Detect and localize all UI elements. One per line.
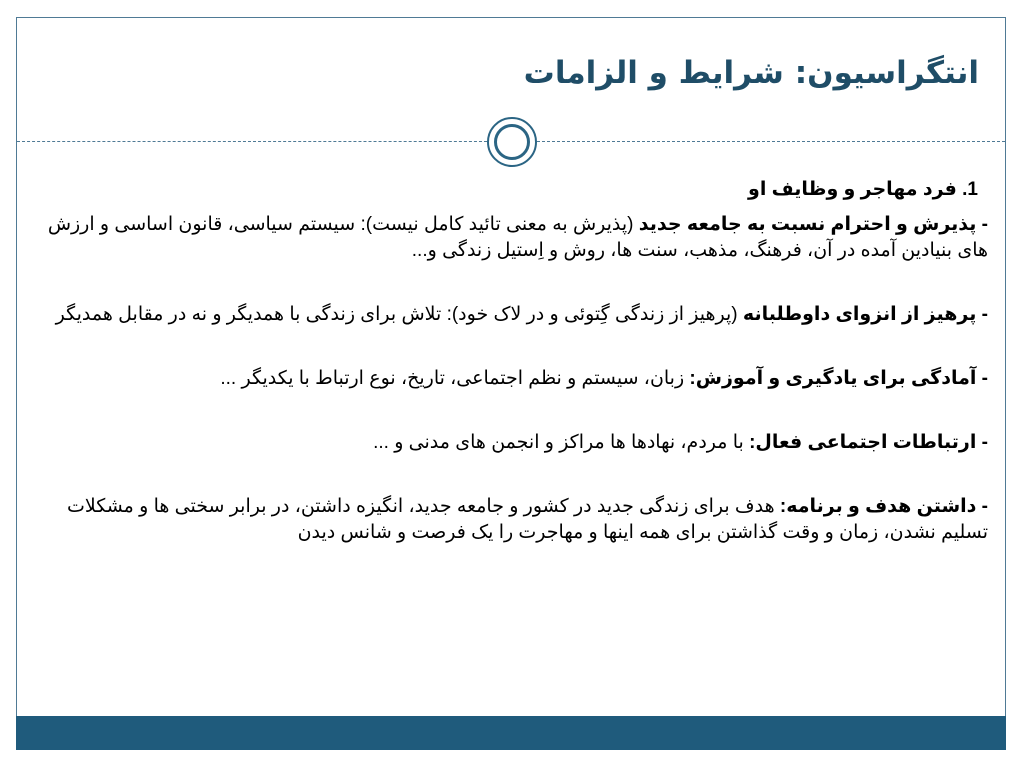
item-bold: - آمادگی برای یادگیری و آموزش: bbox=[689, 368, 988, 389]
divider-left bbox=[17, 141, 487, 142]
list-item bbox=[30, 430, 988, 456]
item-text: (پرهیز از زندگی گِتوئی و در لاک خود): تلاش برای زندگی با همدیگر و نه در مقابل همدیگر bbox=[55, 304, 743, 325]
list-item bbox=[30, 494, 988, 546]
divider-right bbox=[537, 141, 1005, 142]
slide-body bbox=[30, 176, 988, 584]
item-bold: - داشتن هدف و برنامه: bbox=[779, 496, 988, 517]
footer-bar bbox=[16, 716, 1006, 750]
item-text: (پذیرش به معنی تائید کامل نیست): سیستم سیاسی، قانون اساسی و ارزش های بنیادین آمده در آن، فرهنگ، مذهب، سنت ها، روش و اِستیل زندگی و... bbox=[47, 214, 988, 261]
section-heading: 1. فرد مهاجر و وظایف او bbox=[748, 179, 978, 200]
item-bold: - ارتباطات اجتماعی فعال: bbox=[749, 432, 988, 453]
list-item bbox=[30, 302, 988, 328]
item-bold: - پذیرش و احترام نسبت به جامعه جدید bbox=[638, 214, 988, 235]
item-text: زبان، سیستم و نظم اجتماعی، تاریخ، نوع ارتباط با یکدیگر ... bbox=[220, 368, 690, 389]
list-item bbox=[30, 366, 988, 392]
list-item bbox=[30, 212, 988, 264]
item-bold: - پرهیز از انزوای داوطلبانه bbox=[742, 304, 988, 325]
item-text: با مردم، نهادها ها مراکز و انجمن های مدنی و ... bbox=[373, 432, 750, 453]
item-text: هدف برای زندگی جدید در کشور و جامعه جدید، انگیزه داشتن، در برابر سختی ها و مشکلات تسلیم نشدن، زمان و وقت گذاشتن برای همه اینها و مهاجرت را یک فرصت و شانس دیدن bbox=[67, 496, 988, 543]
circle-ornament-icon bbox=[487, 117, 537, 167]
slide-title: انتگراسیون: شرایط و الزامات bbox=[523, 55, 979, 91]
